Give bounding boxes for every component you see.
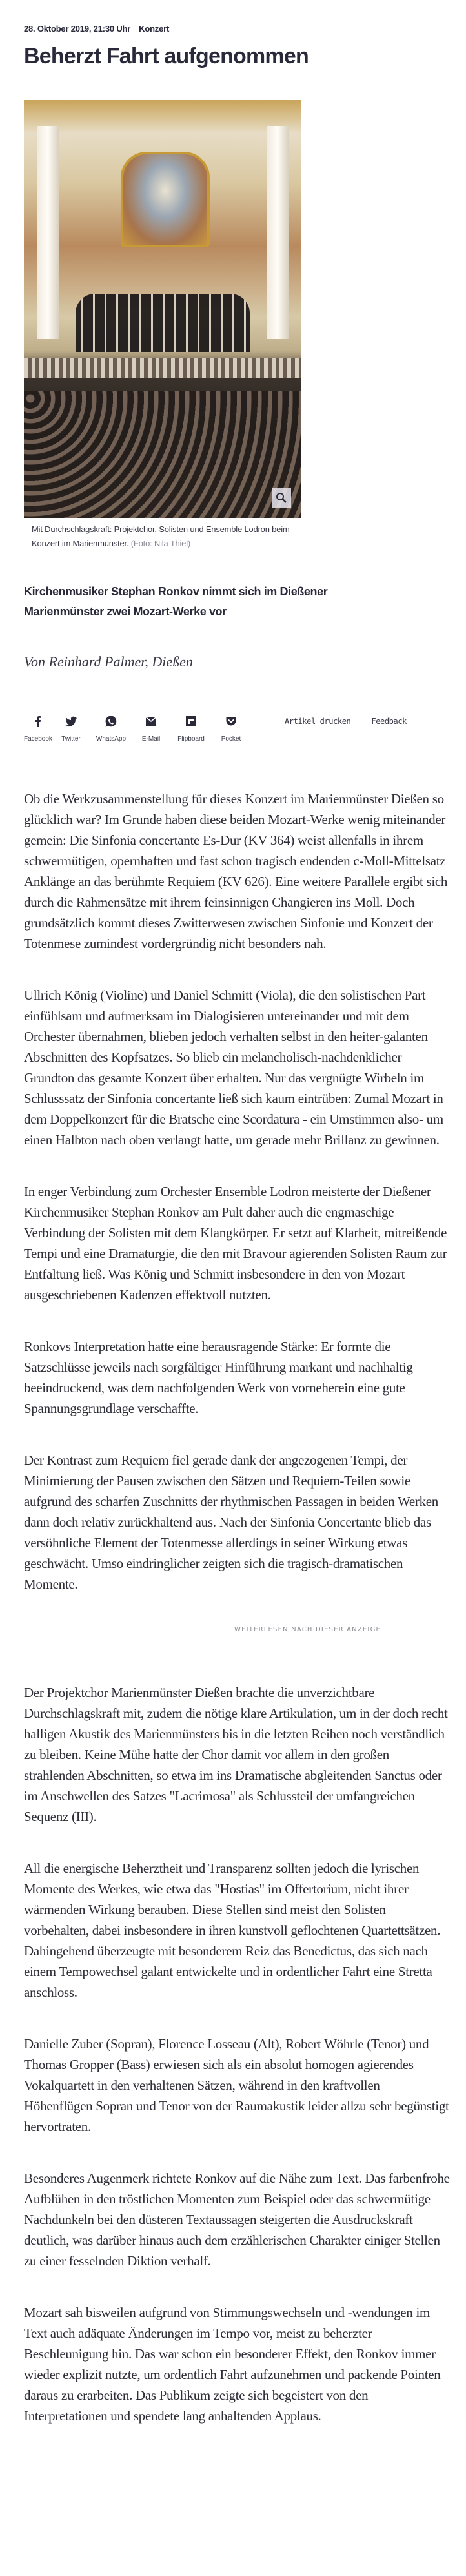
article-paragraph: Ronkovs Interpretation hatte eine herausragende Stärke: Er formte die Satzschlüsse jeweils nach sorgfältiger Hinführung markant und nachhaltig beeindruckend, was dem nachfolgenden Werk von vorneherein eine gute Spannungsgrundlage verschaffte. — [24, 1339, 413, 1416]
feedback-link[interactable]: Feedback — [371, 716, 407, 728]
magnifier-icon — [276, 492, 287, 504]
article-paragraph: In enger Verbindung zum Orchester Ensemble Lodron meisterte der Dießener Kirchenmusiker Stephan Ronkov am Pult daher auch die engmaschige Verbindung der Solisten mit dem Klangkörper. Er setzt auf Klarheit, mitreißende Tempi und eine Dramaturgie, die den mit Bravour agierenden Solisten Raum zur Entfaltung ließ. Was König und Schmitt insbesondere in den von Mozart ausgeschriebenen Kadenzen effektvoll nutzten. — [24, 1184, 447, 1303]
photo-audience — [24, 391, 301, 518]
share-bar — [24, 715, 450, 744]
share-label: WhatsApp — [96, 736, 127, 743]
article-paragraph: Ullrich König (Violine) und Daniel Schmitt (Viola), die den solistischen Part einfühlsam und aufmerksam im Dialogisieren untereinander und mit dem Orchester übernahmen, blieben jedoch verhalten selbst in den heiter-galanten Abschnitten des Kopfsatzes. So blieb ein melancholisch-nachdenklicher Grundton das gesamte Konzert über erhalten. Nur das vergnügte Wirbeln im Schlusssatz der Sinfonia concertante ließ sich kaum eintrüben: Zumal Mozart in dem Doppelkonzert für die Bratsche eine Scordatura - ein Umstimmen also- um einen Halbton nach oben verlangt hatte, um gerade mehr Brillanz zu gewinnen. — [24, 987, 443, 1148]
concert-photo[interactable] — [24, 100, 301, 518]
photo-pillar — [267, 126, 289, 339]
photo-balustrade — [24, 358, 301, 378]
share-whatsapp-button[interactable] — [91, 715, 131, 744]
ad-label: WEITERLESEN NACH DIESER ANZEIGE — [234, 1626, 381, 1633]
article-paragraph: All die energische Beherztheit und Transparenz sollten jedoch die lyrischen Momente des Werkes, wie etwa das "Hostias" im Offertorium, nicht ihrer wärmenden Wirkung berauben. Diese Stellen sind meist den Solisten vorbehalten, dabei insbesondere in ihren kunstvoll geflochtenen Quartettsätzen. Dahingehend überzeugte mit besonderem Reiz das Benedictus, das sich nach einem Tempowechsel galant entwickelte und in ordentlicher Fahrt eine Stretta anschloss. — [24, 1860, 441, 2000]
twitter-icon — [65, 715, 77, 728]
share-label: Twitter — [61, 736, 81, 743]
article — [0, 24, 466, 2426]
print-article-link[interactable]: Artikel drucken — [285, 716, 350, 728]
share-label: Flipboard — [177, 736, 205, 743]
flipboard-icon — [185, 715, 198, 728]
share-flipboard-button[interactable] — [171, 715, 211, 744]
article-paragraph: Ob die Werkzusammenstellung für dieses Konzert im Marienmünster Dießen so glücklich war? Im Grunde haben diese beiden Mozart-Werke wenig miteinander gemein: Die Sinfonia concertante Es-Dur (KV 364) weist allenfalls in ihrem schwermütigen, opernhaften und fast schon tragisch endenden c-Moll-Mittelsatz Anklänge an das berühmte Requiem (KV 626). Eine weitere Parallele ergibt sich durch die Rahmensätze mit ihrem feinsinnigen Changieren ins Moll. Doch grundsätzlich kommt dieses Zwitterwesen zwischen Sinfonie und Konzert der Totenmese zumindest vordergründig nicht besonders nah. — [24, 791, 448, 951]
article-section[interactable]: Konzert — [139, 24, 170, 34]
article-paragraph: Der Projektchor Marienmünster Dießen brachte die unverzichtbare Durchschlagskraft mit, zudem die nötige klare Artikulation, um in der doch recht halligen Akustik des Marienmünsters bis in die letzten Reihen noch verständlich zu bleiben. Keine Mühe hatte der Chor damit vor allem in den großen strahlenden Abschnitten, so etwa im ins Dramatische abgleitenden Sanctus oder im Anschwellen des Satzes "Lacrimosa" als Schlussteil der umfangreichen Sequenz (III). — [24, 1685, 448, 1824]
share-email-button[interactable] — [131, 715, 171, 744]
whatsapp-icon — [105, 715, 117, 728]
article-subtitle: Kirchenmusiker Stephan Ronkov nimmt sich im Dießener Marienmünster zwei Mozart-Werke vor — [24, 585, 328, 618]
article-body — [24, 788, 450, 2426]
article-date: 28. Oktober 2019, 21:30 Uhr — [24, 24, 131, 34]
article-paragraph: Danielle Zuber (Sopran), Florence Losseau (Alt), Robert Wöhrle (Tenor) und Thomas Gropper (Bass) erwiesen sich als ein absolut homogen agierendes Vokalquartett in den verhaltenen Sätzen, während in den kraftvollen Höhenflügen Sopran und Tenor von der Raumakustik leider allzu sehr begünstigt hervortraten. — [24, 2036, 449, 2134]
article-paragraph: Der Kontrast zum Requiem fiel gerade dank der angezogenen Tempi, der Minimierung der Pausen zwischen den Sätzen und Requiem-Teilen sowie aufgrund des scharfen Zuschnitts der rhythmischen Passagen in beiden Werken dann doch relativ zurückhaltend aus. Nach der Sinfonia Concertante blieb das versöhnliche Element der Totenmesse allerdings in seiner Wirkung etwas geschwächt. Umso eindringlicher zeigten sich die tragisch-dramatischen Momente. — [24, 1452, 438, 1592]
photo-pillar — [37, 126, 59, 339]
facebook-icon — [32, 715, 45, 728]
photo-altar — [121, 152, 210, 247]
headline: Beherzt Fahrt aufgenommen — [24, 44, 309, 68]
article-paragraph: Besonderes Augenmerk richtete Ronkov auf die Nähe zum Text. Das farbenfrohe Aufblühen in den tröstlichen Momenten zum Beispiel oder das schwermütige Nachdunkeln bei den düsteren Textaussagen steigerten die Ausdruckskraft deutlich, was darüber hinaus auch dem erzählerischen Charakter einiger Stellen zu einer fesselnden Diktion verhalf. — [24, 2170, 450, 2269]
article-figure — [24, 100, 301, 551]
article-paragraph: Mozart sah bisweilen aufgrund von Stimmungswechseln und -wendungen im Text auch adäquate Änderungen im Tempo vor, meist zu beherzter Beschleunigung hin. Das war schon ein besonderer Effekt, den Ronkov immer wieder explizit nutzte, um ordentlich Fahrt aufzunehmen und packende Pointen daraus zu erarbeiten. Das Publikum zeigte sich begeistert von den Interpretationen und spendete lang anhaltenden Applaus. — [24, 2305, 441, 2424]
article-tools — [285, 716, 407, 728]
share-pocket-button[interactable] — [211, 715, 251, 744]
mail-icon — [145, 715, 157, 728]
share-label: Facebook — [24, 736, 52, 743]
photo-caption — [24, 518, 301, 551]
share-label: E-Mail — [141, 736, 161, 743]
share-twitter-button[interactable] — [51, 715, 91, 744]
photo-credit: (Foto: Nila Thiel) — [130, 539, 191, 548]
share-facebook-button[interactable] — [24, 715, 51, 744]
photo-choir — [76, 294, 250, 352]
article-meta — [24, 24, 450, 34]
share-label: Pocket — [221, 736, 241, 743]
caption-text: Mit Durchschlagskraft: Projektchor, Solisten und Ensemble Lodron beim Konzert im Marienmünster. — [32, 524, 290, 548]
byline: Von Reinhard Palmer, Dießen — [24, 654, 193, 670]
pocket-icon — [225, 715, 238, 728]
enlarge-image-button[interactable] — [272, 488, 291, 508]
